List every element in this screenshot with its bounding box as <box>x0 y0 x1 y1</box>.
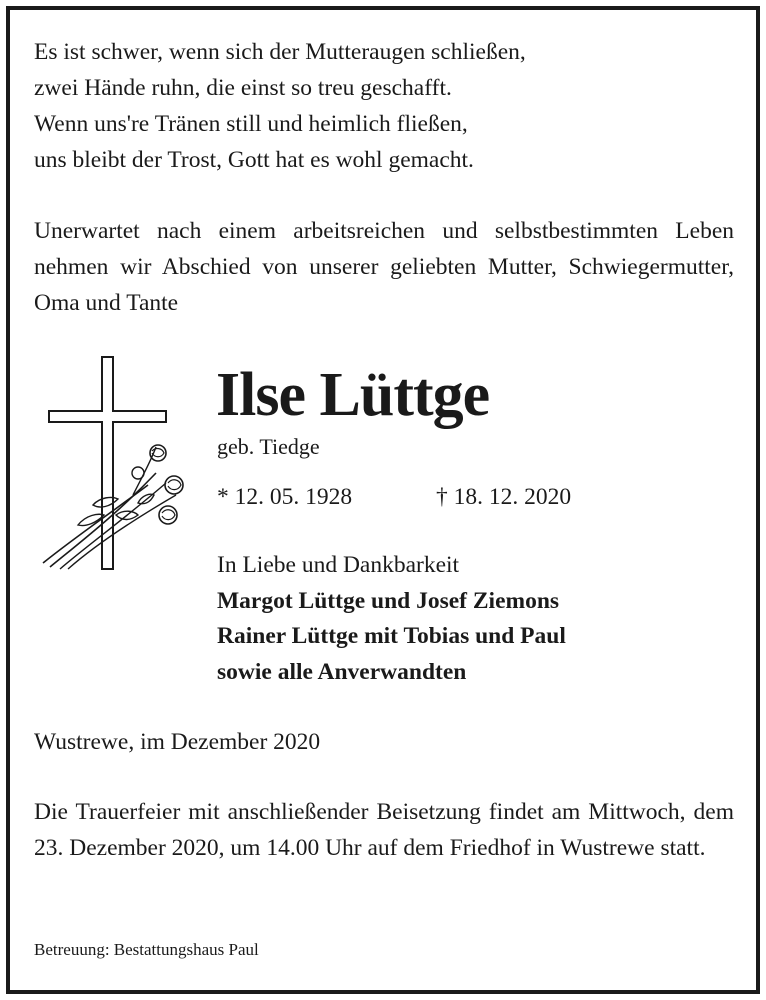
intro-text: Unerwartet nach einem arbeitsreichen und selbstbestimmten Leben nehmen wir Abschied von unserer geliebten Mutter, Schwiegermutter, Oma und Tante <box>34 218 734 316</box>
cross-with-roses-icon <box>38 355 188 580</box>
mourners-intro: In Liebe und Dankbarkeit <box>217 552 460 578</box>
mourner-name: Rainer Lüttge mit Tobias und Paul <box>217 623 566 649</box>
mourner-name: Margot Lüttge und Josef Ziemons <box>217 587 560 614</box>
poem-line: zwei Hände ruhn, die einst so treu geschafft. <box>34 75 452 101</box>
poem-line: uns bleibt der Trost, Gott hat es wohl gemacht. <box>34 147 474 173</box>
deceased-name: Ilse Lüttge <box>216 361 490 429</box>
memorial-poem <box>34 34 526 178</box>
poem-line: Wenn uns're Tränen still und heimlich fließen, <box>34 111 468 137</box>
poem-line: Es ist schwer, wenn sich der Mutteraugen schließen, <box>34 39 526 65</box>
mourners-block <box>217 548 566 690</box>
death-date: † 18. 12. 2020 <box>436 484 572 510</box>
place-date: Wustrewe, im Dezember 2020 <box>34 729 321 755</box>
mourner-name: sowie alle Anverwandten <box>217 658 467 685</box>
birth-date: * 12. 05. 1928 <box>217 484 353 510</box>
maiden-name: geb. Tiedge <box>217 434 320 459</box>
obituary-notice <box>6 6 760 994</box>
funeral-home-credit: Betreuung: Bestattungshaus Paul <box>34 940 259 959</box>
funeral-info: Die Trauerfeier mit anschließender Beisetzung findet am Mittwoch, dem 23. Dezember 2020, um 14.00 Uhr auf dem Friedhof in Wustrewe statt. <box>34 799 734 861</box>
